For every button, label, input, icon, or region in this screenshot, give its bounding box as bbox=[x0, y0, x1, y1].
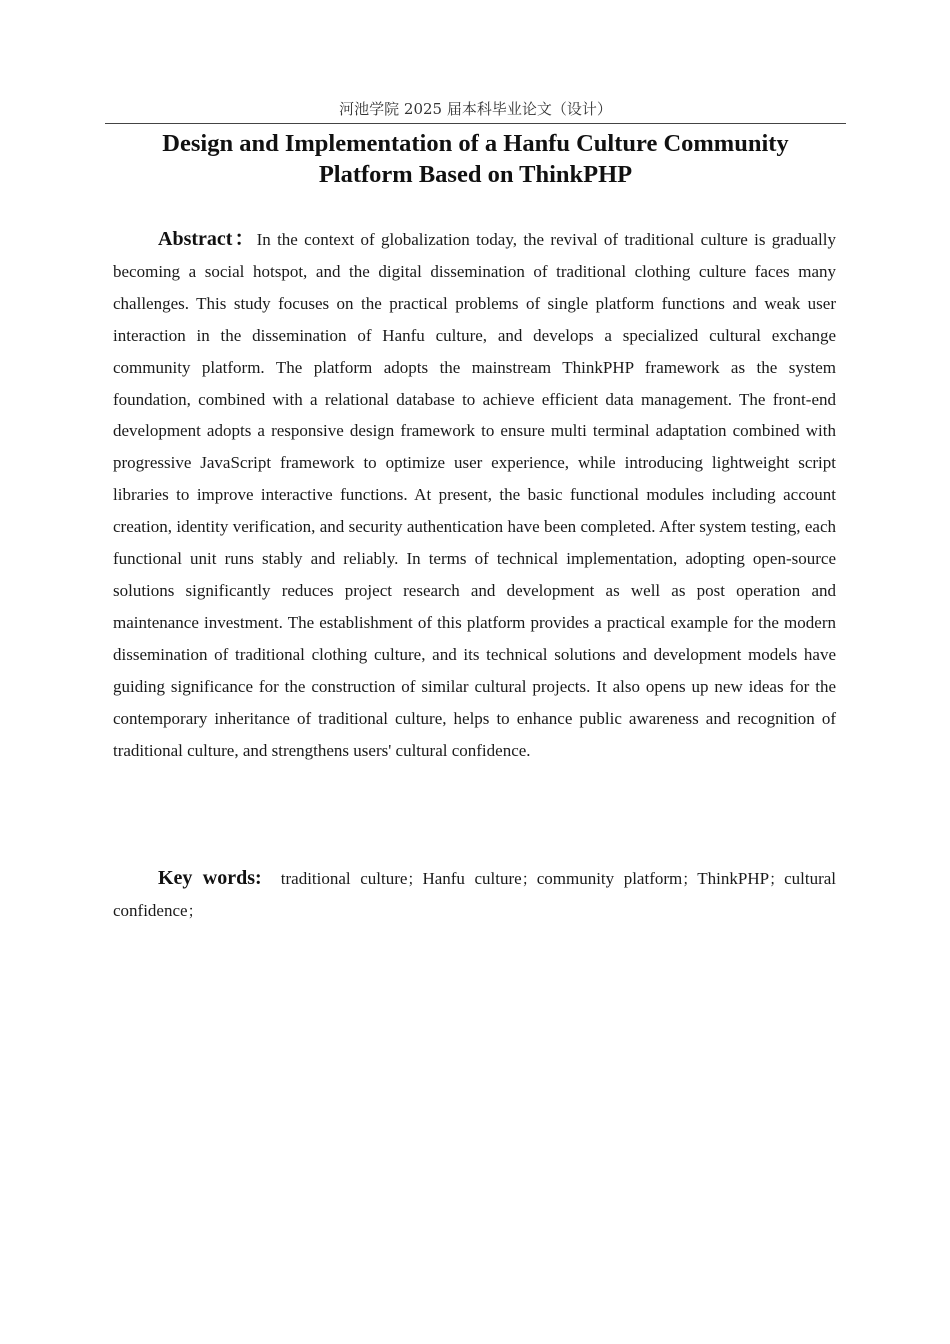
thesis-title bbox=[105, 128, 846, 190]
keywords-paragraph bbox=[113, 862, 836, 927]
header-divider bbox=[105, 123, 846, 124]
abstract-label: Abstract： bbox=[158, 228, 257, 250]
running-header: 河池学院 2025 届本科毕业论文（设计） bbox=[339, 100, 612, 118]
keyword-item: ThinkPHP bbox=[697, 869, 770, 888]
abstract-text: In the context of globalization today, the revival of traditional culture is gradually becoming a social hotspot, and the digital dissemination of traditional clothing culture faces many challenges. This study focuses on the practical problems of single platform functions and weak user interaction in the dissemination of Hanfu culture, and develops a specialized cultural exchange community platform. The platform adopts the mainstream ThinkPHP framework as the system foundation, combined with a relational database to achieve efficient data management. The front-end development adopts a responsive design framework to ensure multi terminal adaptation combined with progressive JavaScript framework to optimize user experience, while introducing lightweight script libraries to improve interactive functions. At present, the basic functional modules including account creation, identity verification, and security authentication have been completed. After system testing, each functional unit runs stably and reliably. In terms of technical implementation, adopting open-source solutions significantly reduces project research and development as well as post operation and maintenance investment. The establishment of this platform provides a practical example for the modern dissemination of traditional clothing culture, and its technical solutions and development models have guiding significance for the construction of similar cultural projects. It also opens up new ideas for the contemporary inheritance of traditional culture, helps to enhance public awareness and recognition of traditional culture, and strengthens users' cultural confidence. bbox=[113, 230, 836, 760]
keyword-separator: ； bbox=[769, 870, 785, 888]
keyword-separator: ； bbox=[187, 902, 203, 920]
keyword-item: community platform bbox=[536, 869, 683, 888]
keywords-label: Key words: bbox=[158, 867, 262, 889]
keyword-item: Hanfu culture bbox=[422, 869, 522, 888]
title-line-1: Design and Implementation of a Hanfu Culture Community bbox=[162, 130, 789, 157]
keyword-separator: ； bbox=[521, 870, 537, 888]
keyword-item: cultural confidence bbox=[113, 869, 836, 920]
keyword-separator: ； bbox=[682, 870, 698, 888]
keyword-item: traditional culture bbox=[280, 869, 408, 888]
keyword-separator: ； bbox=[407, 870, 423, 888]
title-line-2: Platform Based on ThinkPHP bbox=[318, 161, 633, 188]
abstract-paragraph bbox=[113, 224, 836, 766]
